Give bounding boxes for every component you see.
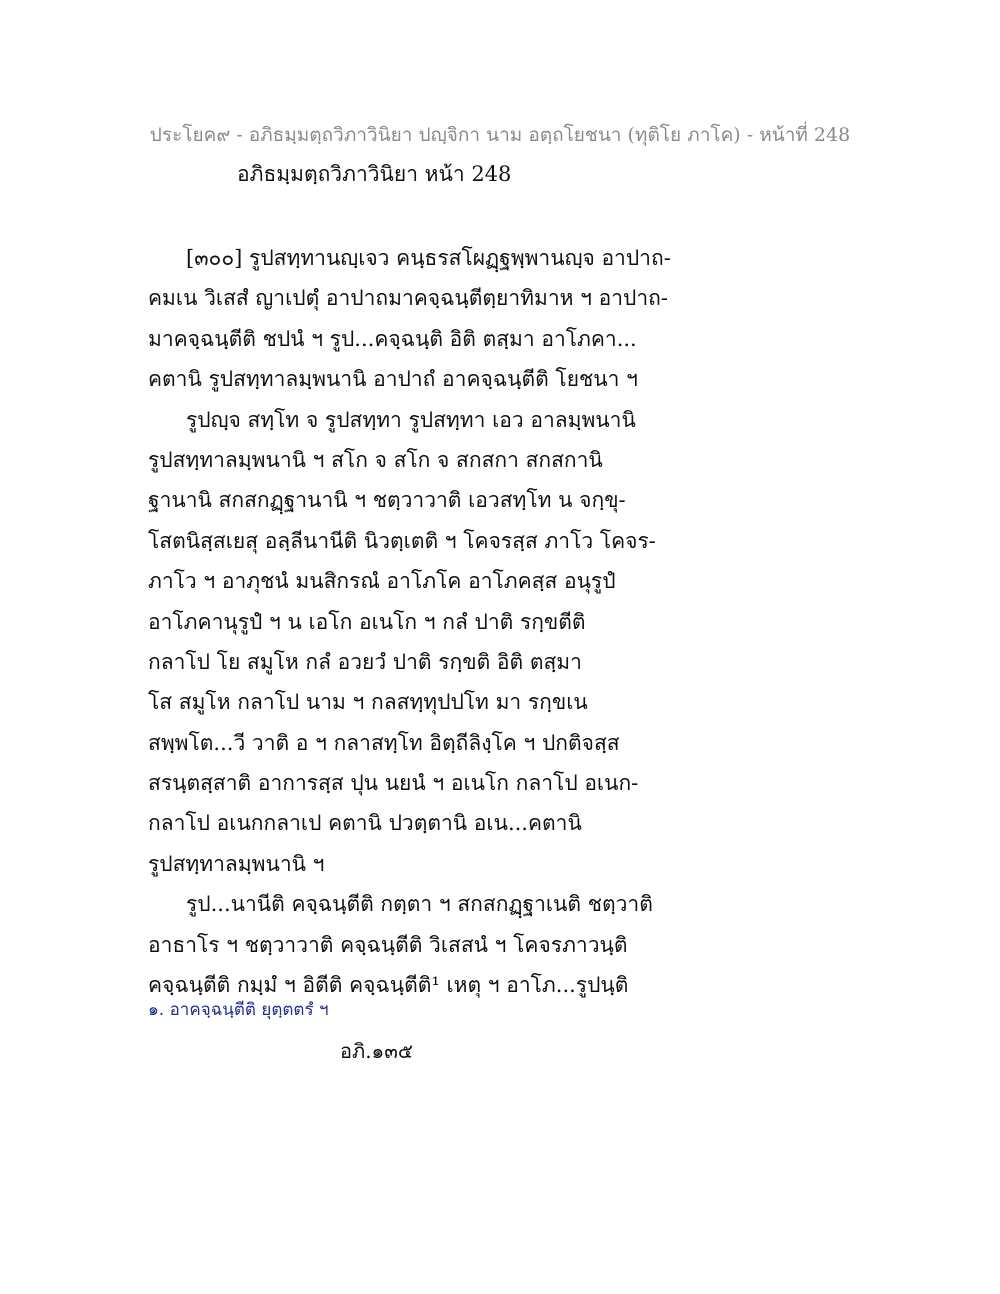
text-line: สรนฺตสฺสาติ อาการสฺส ปุน นยนํ ฯ อเนโก กลาโป อเนก- — [148, 771, 639, 796]
text-line: สพฺพโต...วี วาติ อ ฯ กลาสทฺโท อิตฺถีลิงฺโค ฯ ปกติจสฺส — [148, 730, 620, 755]
text-line: อาธาโร ฯ ชตฺวาวาติ คจฺฉนฺตีติ วิเสสนํ ฯ โคจรภาวนฺติ — [148, 932, 628, 957]
text-line: กลาโป อเนกกลาเป คตานิ ปวตฺตานิ อเน...คตานิ — [148, 811, 582, 836]
text-line: [๓๐๐] รูปสทฺทานญฺเจว คนฺธรสโผฏฺฐพฺพานญฺจ อาปาถ- — [186, 246, 671, 270]
page-heading: อภิธมฺมตฺถวิภาวินิยา หน้า 248 — [237, 162, 512, 186]
text-line: คตานิ รูปสทฺทาลมฺพนานิ อาปาถํ อาคจฺฉนฺตีติ โยชนา ฯ — [148, 367, 638, 392]
text-line: คจฺฉนฺตีติ กมฺมํ ฯ อิตีติ คจฺฉนฺตีติ¹ เหตุ ฯ อาโภ...รูปนฺติ — [148, 973, 629, 998]
text-line: ภาโว ฯ อาภุชนํ มนสิกรณํ อาโภโค อาโภคสฺส อนุรูปํ — [148, 569, 616, 594]
text-line: รูป...นานีติ คจฺฉนฺตีติ กตฺตา ฯ สกสกฏฺฐาเนติ ชตฺวาติ — [186, 892, 653, 917]
text-line: รูปสทฺทาลมฺพนานิ ฯ สโก จ สโก จ สกสกา สกสกานิ — [148, 447, 603, 472]
running-header — [0, 120, 1000, 150]
page-marker: อภิ.๑๓๕ — [340, 1039, 414, 1063]
text-line: ฐานานิ สกสกฏฺฐานานิ ฯ ชตฺวาวาติ เอวสทฺโท น จกฺขุ- — [148, 488, 626, 513]
running-header-text: ประโยค๙ - อภิธมฺมตฺถวิภาวินิยา ปญฺจิกา นาม อตฺถโยชนา (ทุติโย ภาโค) - หน้าที่ 248 — [149, 124, 851, 146]
text-line: มาคจฺฉนฺตีติ ชปนํ ฯ รูป...คจฺฉนฺติ อิติ ตสฺมา อาโภคา... — [148, 326, 637, 351]
body-text — [148, 243, 671, 1010]
text-line: รูปญฺจ สทฺโท จ รูปสทฺทา รูปสทฺทา เอว อาลมฺพนานิ — [186, 407, 636, 432]
text-line: โส สมูโห กลาโป นาม ฯ กลสทฺทุปปโท มา รกฺขเน — [148, 690, 588, 715]
text-line: กลาโป โย สมูโห กลํ อวยวํ ปาติ รกฺขติ อิติ ตสฺมา — [148, 649, 582, 674]
text-line: อาโภคานุรูปํ ฯ น เอโก อเนโก ฯ กลํ ปาติ รกฺขตีติ — [148, 609, 586, 634]
footnote: ๑. อาคจฺฉนฺตีติ ยุตฺตตรํ ฯ — [148, 1000, 329, 1020]
text-line: รูปสทฺทาลมฺพนานิ ฯ — [148, 851, 325, 876]
text-line: โสตนิสฺสเยสุ อลฺลีนานีติ นิวตฺเตติ ฯ โคจรสฺส ภาโว โคจร- — [148, 528, 656, 553]
text-line: คมเน วิเสสํ ญาเปตุํ อาปาถมาคจฺฉนฺตีตฺยาทิมาห ฯ อาปาถ- — [148, 286, 668, 311]
